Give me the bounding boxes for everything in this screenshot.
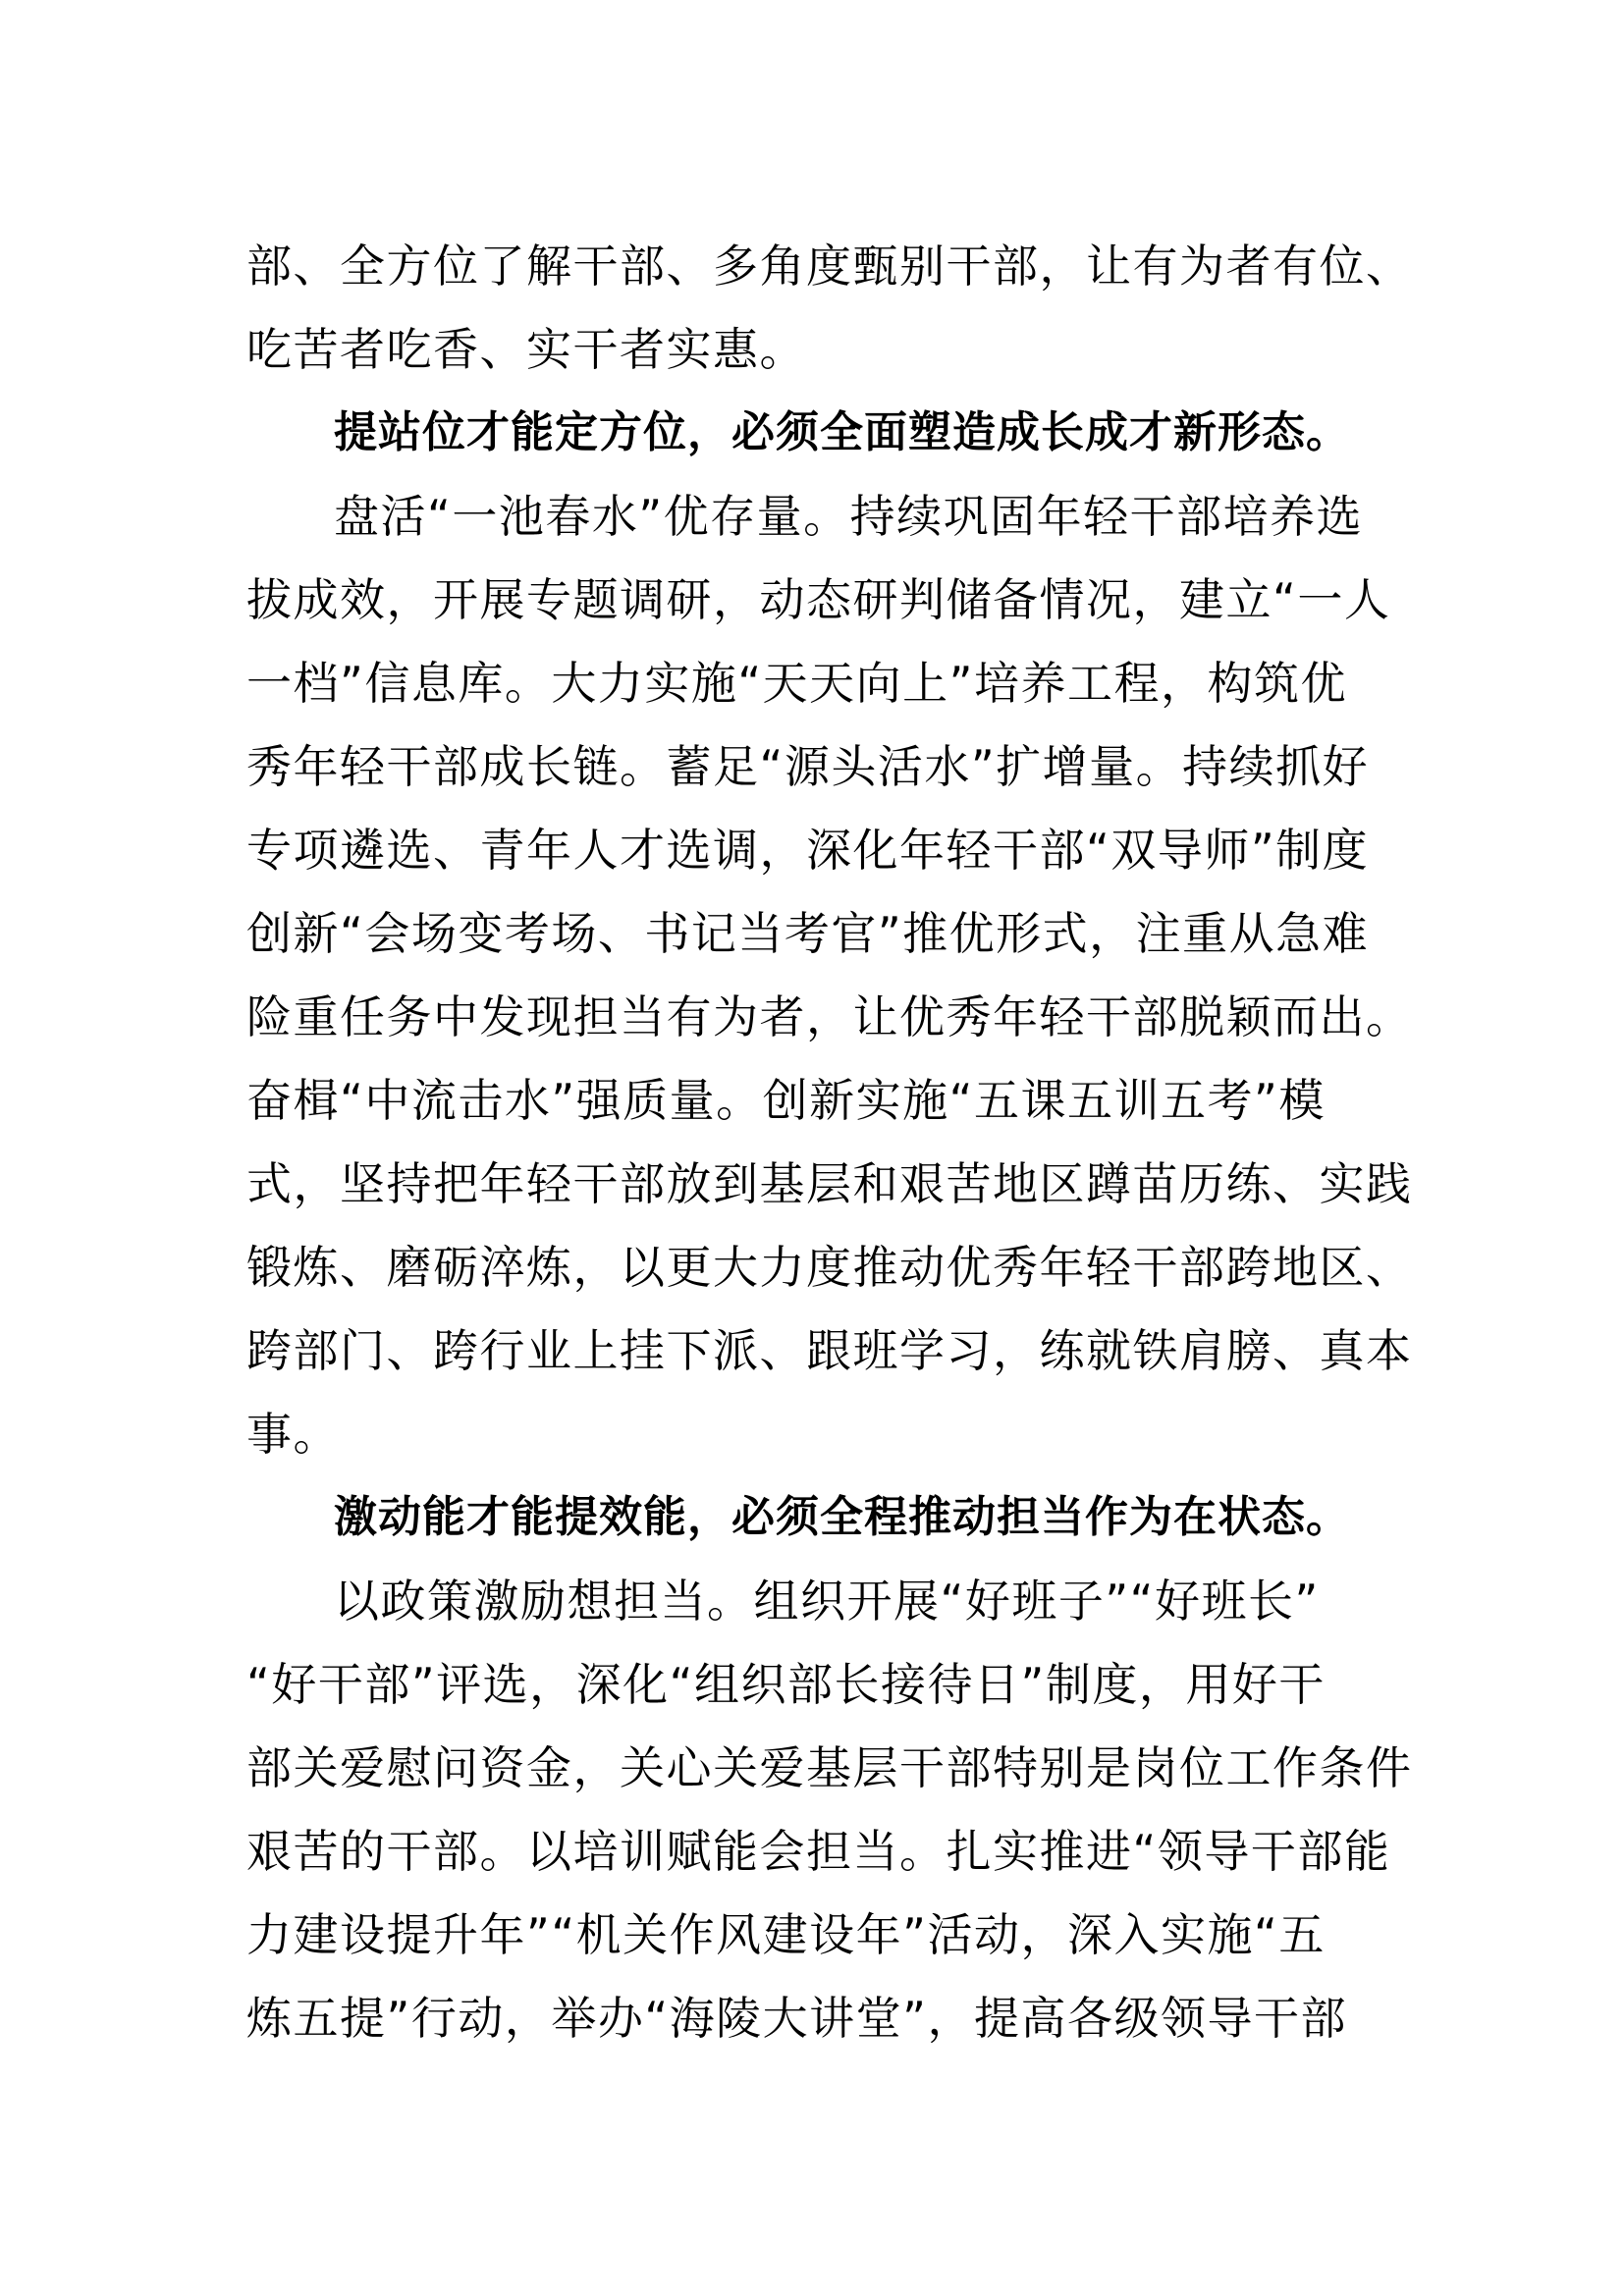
text-line: 秀年轻干部成长链。蓄足“源头活水”扩增量。持续抓好	[246, 740, 1370, 793]
text-line: 拔成效，开展专题调研，动态研判储备情况，建立“一人	[246, 573, 1391, 626]
text-line: 险重任务中发现担当有为者，让优秀年轻干部脱颖而出。	[246, 990, 1413, 1043]
text-line: “好干部”评选，深化“组织部长接待日”制度，用好干	[246, 1658, 1326, 1711]
text-line: 部关爱慰问资金，关心关爱基层干部特别是岗位工作条件	[246, 1741, 1413, 1794]
paragraph-start: 盘活“一池春水”优存量。持续巩固年轻干部培养选	[334, 490, 1364, 543]
text-line: 艰苦的干部。以培训赋能会担当。扎实推进“领导干部能	[246, 1825, 1391, 1878]
text-line: 吃苦者吃香、实干者实惠。	[246, 323, 806, 376]
text-line: 锻炼、磨砺淬炼，以更大力度推动优秀年轻干部跨地区、	[246, 1241, 1413, 1294]
text-line: 创新“会场变考场、书记当考官”推优形式，注重从急难	[246, 907, 1370, 960]
text-line: 力建设提升年”“机关作风建设年”活动，深入实施“五	[246, 1908, 1326, 1961]
text-line: 一档”信息库。大力实施“天天向上”培养工程，构筑优	[246, 657, 1347, 710]
text-line: 事。	[246, 1408, 340, 1461]
text-line: 跨部门、跨行业上挂下派、跟班学习，练就铁肩膀、真本	[246, 1324, 1413, 1377]
text-line: 式，坚持把年轻干部放到基层和艰苦地区蹲苗历练、实践	[246, 1157, 1413, 1210]
text-line: 专项遴选、青年人才选调，深化年轻干部“双导师”制度	[246, 824, 1370, 877]
section-heading: 提站位才能定方位，必须全面塑造成长成才新形态。	[334, 407, 1350, 457]
section-heading: 激动能才能提效能，必须全程推动担当作为在状态。	[334, 1492, 1350, 1542]
paragraph-start: 以政策激励想担当。组织开展“好班子”“好班长”	[334, 1575, 1320, 1628]
text-line: 部、全方位了解干部、多角度甄别干部，让有为者有位、	[246, 240, 1413, 293]
text-line: 奋楫“中流击水”强质量。创新实施“五课五训五考”模	[246, 1074, 1326, 1127]
text-line: 炼五提”行动，举办“海陵大讲堂”，提高各级领导干部	[246, 1992, 1347, 2045]
